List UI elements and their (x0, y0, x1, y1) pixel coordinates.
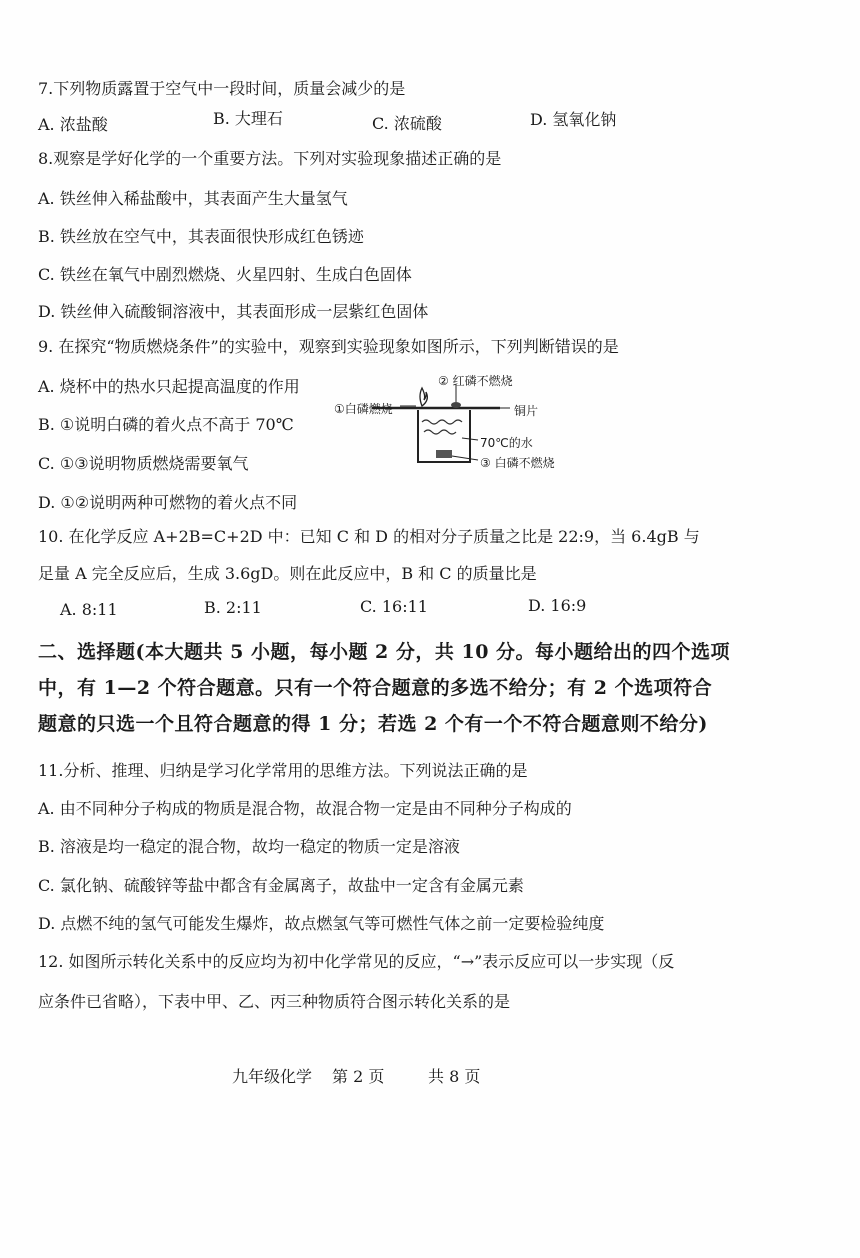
q9-stem: 9. 在探究“物质燃烧条件”的实验中，观察到实验现象如图所示，下列判断错误的是 (38, 337, 619, 356)
section2-instructions-line1: 二、选择题(本大题共 5 小题，每小题 2 分，共 10 分。每小题给出的四个选项 (38, 641, 731, 663)
footer-subject: 九年级化学 (232, 1067, 313, 1086)
q9-option-d: D. ①②说明两种可燃物的着火点不同 (38, 493, 298, 512)
q11-stem: 11.分析、推理、归纳是学习化学常用的思维方法。下列说法正确的是 (38, 761, 528, 780)
q8-option-b: B. 铁丝放在空气中，其表面很快形成红色锈迹 (38, 227, 364, 246)
q9-option-c: C. ①③说明物质燃烧需要氧气 (38, 454, 249, 473)
q11-option-b: B. 溶液是均一稳定的混合物，故均一稳定的物质一定是溶液 (38, 837, 460, 856)
q12-stem-line1: 12. 如图所示转化关系中的反应均为初中化学常见的反应，“→”表示反应可以一步实现（反 (38, 952, 675, 971)
q10-stem-line1: 10. 在化学反应 A+2B=C+2D 中：已知 C 和 D 的相对分子质量之比是 22:9，当 6.4gB 与 (38, 527, 700, 546)
section2-instructions-line2: 中，有 1—2 个符合题意。只有一个符合题意的多选不给分；有 2 个选项符合 (38, 677, 713, 699)
label-hot-water: 70℃的水 (480, 436, 533, 450)
q11-option-d: D. 点燃不纯的氢气可能发生爆炸，故点燃氢气等可燃性气体之前一定要检验纯度 (38, 914, 605, 933)
section2-instructions-line3: 题意的只选一个且符合题意的得 1 分；若选 2 个有一个不符合题意则不给分) (38, 713, 708, 735)
q9-option-b: B. ①说明白磷的着火点不高于 70℃ (38, 415, 294, 434)
label-red-phosphorus: ② 红磷不燃烧 (438, 374, 513, 388)
q11-option-c: C. 氯化钠、硫酸锌等盐中都含有金属离子，故盐中一定含有金属元素 (38, 876, 524, 895)
q8-option-a: A. 铁丝伸入稀盐酸中，其表面产生大量氢气 (38, 189, 348, 208)
q7-option-d: D. 氢氧化钠 (530, 110, 617, 129)
q9-option-a: A. 烧杯中的热水只起提高温度的作用 (38, 377, 300, 396)
footer-total-pages: 共 8 页 (428, 1067, 481, 1086)
label-white-phosphorus-burning: ①白磷燃烧 (334, 402, 393, 416)
q7-stem: 7.下列物质露置于空气中一段时间，质量会减少的是 (38, 79, 406, 98)
combustion-experiment-diagram (332, 370, 572, 470)
q11-option-a: A. 由不同种分子构成的物质是混合物，故混合物一定是由不同种分子构成的 (38, 799, 572, 818)
label-copper-plate: 铜片 (514, 404, 539, 418)
q10-stem-line2: 足量 A 完全反应后，生成 3.6gD。则在此反应中，B 和 C 的质量比是 (38, 564, 537, 583)
q7-option-b: B. 大理石 (213, 109, 283, 128)
q12-stem-line2: 应条件已省略），下表中甲、乙、丙三种物质符合图示转化关系的是 (38, 992, 511, 1011)
q10-option-d: D. 16:9 (528, 596, 587, 615)
q8-option-d: D. 铁丝伸入硫酸铜溶液中，其表面形成一层紫红色固体 (38, 302, 429, 321)
q8-stem: 8.观察是学好化学的一个重要方法。下列对实验现象描述正确的是 (38, 149, 502, 168)
footer-page-number: 第 2 页 (332, 1067, 385, 1086)
q8-option-c: C. 铁丝在氧气中剧烈燃烧、火星四射、生成白色固体 (38, 265, 412, 284)
q10-option-c: C. 16:11 (360, 597, 428, 616)
q10-option-b: B. 2:11 (204, 598, 262, 617)
label-white-phosphorus-in-water: ③ 白磷不燃烧 (480, 456, 555, 470)
q7-option-a: A. 浓盐酸 (38, 115, 108, 134)
q7-option-c: C. 浓硫酸 (372, 114, 442, 133)
q10-option-a: A. 8:11 (60, 600, 118, 619)
